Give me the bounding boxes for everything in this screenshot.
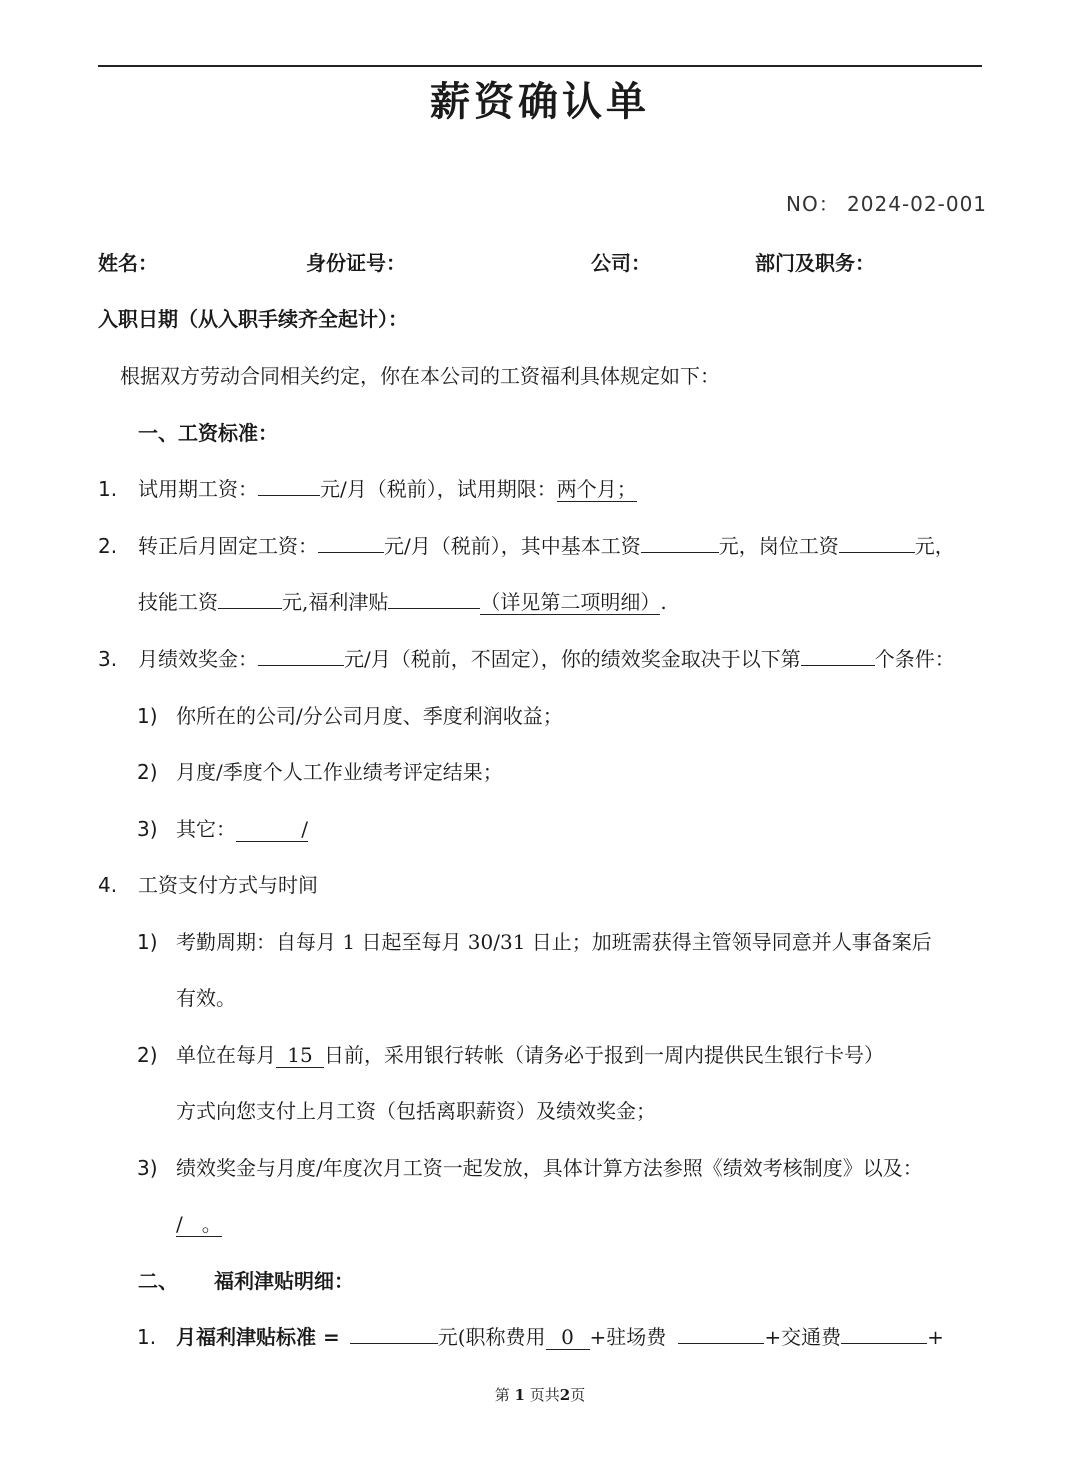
bonus-condition-text: 元/月（税前，不固定），你的绩效奖金取决于以下第 [344,647,801,671]
document-title: 薪资确认单 [430,78,650,125]
pay-day-suffix: 日前，采用银行转帐（请务必于报到一周内提供民生银行卡号） [324,1043,884,1067]
section-2-number: 二、 [138,1269,178,1293]
department-position-label: 部门及职务： [755,251,875,275]
base-salary-label: 元/月（税前），其中基本工资 [384,534,641,558]
section-1-heading: 一、工资标准： [138,421,278,445]
welfare-allowance-label: 元,福利津贴 [282,590,389,614]
name-label: 姓名： [98,251,158,275]
pay-day-value: 15 [276,1043,324,1068]
intro-paragraph: 根据双方劳动合同相关约定，你在本公司的工资福利具体规定如下： [120,364,720,388]
skill-salary-blank [218,608,282,609]
onsite-fee-blank [678,1343,764,1344]
fixed-salary-label: 转正后月固定工资： [138,534,318,558]
title-fee-label: 元(职称费用 [437,1325,546,1349]
condition-suffix: 个条件： [874,647,955,671]
item-4-title: 工资支付方式与时间 [138,873,318,897]
other-value: / [236,817,308,842]
onsite-fee-label: +驻场费 [589,1325,667,1349]
fixed-salary-blank [318,552,384,553]
welfare-item-number: 1. [137,1325,157,1349]
bonus-label: 月绩效奖金： [138,647,258,671]
id-number-label: 身份证号： [306,251,406,275]
top-rule [98,65,982,67]
item-4-sub-2 [176,1041,884,1069]
item-4-number: 4. [98,873,118,897]
item-1-probation-salary [138,475,637,503]
item-3-number: 3. [98,647,118,671]
item-4-sub-3-continued [176,1210,222,1238]
transport-fee-label: +交通费 [764,1325,842,1349]
company-label: 公司： [591,251,651,275]
entry-date-label: 入职日期（从入职手续齐全起计）： [98,307,408,331]
probation-salary-blank [258,495,320,496]
item-3-sub-2-number: 2) [137,760,158,784]
item-3-bonus [138,645,955,673]
item-4-sub-2-number: 2) [137,1043,158,1067]
welfare-standard [176,1323,944,1351]
item-4-sub-2-continued: 方式向您支付上月工资（包括离职薪资）及绩效奖金； [176,1099,656,1123]
footer-middle: 页共 [529,1386,560,1404]
total-page-number: 2 [559,1386,571,1404]
probation-period-value: 两个月； [556,477,637,501]
probation-period-label: 元/月（税前），试用期限： [320,477,557,501]
welfare-total-blank [350,1343,438,1344]
item-3-sub-1: 你所在的公司/分公司月度、季度利润收益； [176,704,563,728]
item-3-sub-1-number: 1) [137,704,158,728]
page-footer [0,1384,1080,1405]
footer-prefix: 第 [494,1386,510,1404]
item-4-sub-1-number: 1) [137,930,158,954]
item-3-sub-2: 月度/季度个人工作业绩考评定结果； [176,760,503,784]
other-label: 其它： [176,817,236,841]
bonus-blank [258,665,344,666]
item-3-sub-3-number: 3) [137,817,158,841]
condition-number-blank [801,665,875,666]
document-number: NO： 2024-02-001 [786,192,988,216]
item-2-fixed-salary [138,532,955,560]
item-4-sub-3: 绩效奖金与月度/年度次月工资一起发放，具体计算方法参照《绩效考核制度》以及： [176,1156,923,1180]
current-page-number: 1 [514,1386,525,1404]
welfare-allowance-blank [388,608,480,609]
reference-value: / 。 [176,1212,222,1236]
item-3-sub-3 [176,815,308,843]
item-2-number: 2. [98,534,118,558]
position-salary-blank [839,552,915,553]
welfare-plus-sign: + [927,1325,944,1349]
item-4-sub-1-continued: 有效。 [176,986,236,1010]
position-salary-label: 元，岗位工资 [718,534,839,558]
item-4-sub-3-number: 3) [137,1156,158,1180]
item-2-period: . [660,590,667,614]
skill-salary-label: 技能工资 [138,590,218,614]
base-salary-blank [641,552,719,553]
pay-day-prefix: 单位在每月 [176,1043,276,1067]
section-2-heading: 福利津贴明细： [214,1269,354,1293]
welfare-detail-note: （详见第二项明细） [480,590,661,614]
item-2-continued [138,588,667,616]
item-4-sub-1: 考勤周期：自每月 1 日起至每月 30/31 日止；加班需获得主管领导同意并人事备案后 [176,930,932,954]
transport-fee-blank [841,1343,927,1344]
position-salary-unit: 元， [914,534,955,558]
item-1-number: 1. [98,477,118,501]
welfare-standard-label: 月福利津贴标准 = [176,1325,340,1349]
footer-suffix: 页 [570,1386,586,1404]
probation-salary-label: 试用期工资： [138,477,258,501]
title-fee-value: 0 [546,1325,590,1350]
